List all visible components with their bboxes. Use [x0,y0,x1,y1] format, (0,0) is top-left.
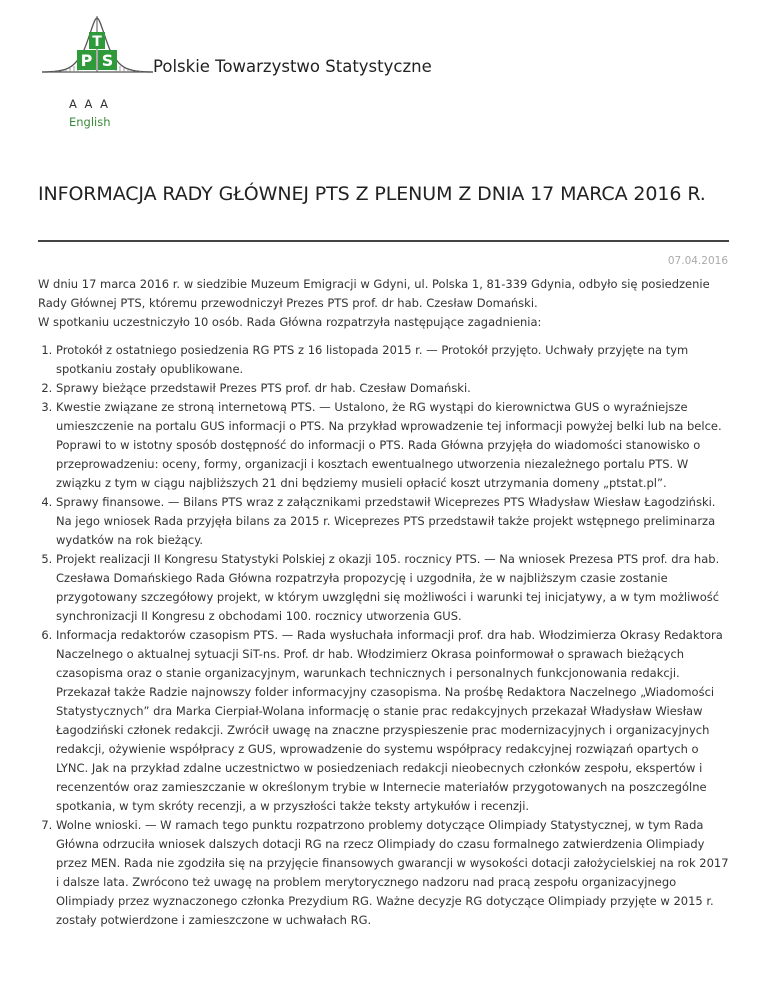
list-item: 5. Projekt realizacji II Kongresu Statystyki Polskiej z okazji 105. rocznicy PTS. — Na wniosek Prezesa PTS prof. dra hab. Czesława Domańskiego Rada Główna rozpatrzyła propozycję i uzgodniła, że w najbliższym czasie zostanie przygotowany szczegółowy projekt, w którym uwzględni się możliwości i warunki tej inicjatywy, a w tym możliwość synchronizacji II Kongresu z obchodami 100. rocznicy utworzenia GUS. [56,550,730,626]
language-english-link[interactable]: English [69,115,111,129]
list-item: 2. Sprawy bieżące przedstawił Prezes PTS prof. dr hab. Czesław Domański. [56,379,730,398]
agenda-list [38,341,730,930]
font-size-small-button[interactable]: A [69,97,78,111]
font-size-large-button[interactable]: A [100,97,109,111]
list-item: 1. Protokół z ostatniego posiedzenia RG PTS z 16 listopada 2015 r. — Protokół przyjęto. Uchwały przyjęte na tym spotkaniu zostały opublikowane. [56,341,730,379]
page-title: INFORMACJA RADY GŁÓWNEJ PTS Z PLENUM Z DNIA 17 MARCA 2016 R. [38,183,706,205]
article-body [38,275,730,930]
pts-logo-icon[interactable] [40,12,155,78]
list-item: 6. Informacja redaktorów czasopism PTS. — Rada wysłuchała informacji prof. dra hab. Włodzimierza Okrasy Redaktora Naczelnego o aktualnej sytuacji SiT-ns. Prof. dr hab. Włodzimierz Okrasa poinformował o sprawach bieżących czasopisma oraz o stanie organizacyjnym, warunkach technicznych i personalnych funkcjonowania redakcji. Przekazał także Radzie najnowszy folder informacyjny czasopisma. Na prośbę Redaktora Naczelnego „Wiadomości Statystycznych” dra Marka Cierpiał-Wolana informację o stanie prac redakcyjnych przekazał Władysław Wiesław Łagodziński członek redakcji. Zwrócił uwagę na znaczne przyspieszenie prac modernizacyjnych i organizacyjnych redakcji, ożywienie współpracy z GUS, wprowadzenie do systemu współpracy redakcyjnej rozwiązań opartych o LYNC. Jak na przykład zdalne uczestnictwo w posiedzeniach redakcji nieobecnych członków zespołu, ekspertów i recenzentów oraz zamieszczanie w określonym trybie w Internecie materiałów przygotowanych na poszczególne spotkania, w tym skróty recenzji, a w przyszłości także teksty artykułów i recenzji. [56,626,730,816]
post-date: 07.04.2016 [667,255,728,267]
list-item: 3. Kwestie związane ze stroną internetową PTS. — Ustalono, że RG wystąpi do kierownictwa GUS o wyraźniejsze umieszczenie na portalu GUS informacji o PTS. Na przykład wprowadzenie tej informacji powyżej belki lub na belce. Poprawi to w istotny sposób dostępność do informacji o PTS. Rada Główna przyjęła do wiadomości stanowisko o przeprowadzeniu: oceny, formy, organizacji i kosztach ewentualnego utworzenia niezależnego portalu PTS. W związku z tym w ciągu najbliższych 21 dni będziemy musieli opłacić koszt utrzymania domeny „ptstat.pl”. [56,398,730,493]
svg-text:P: P [80,51,93,70]
site-header [40,12,640,82]
font-size-medium-button[interactable]: A [84,97,94,111]
font-size-controls [69,97,111,111]
title-divider [38,240,729,242]
svg-text:S: S [101,51,114,70]
svg-text:T: T [92,34,102,50]
list-item: 4. Sprawy finansowe. — Bilans PTS wraz z załącznikami przedstawił Wiceprezes PTS Władysław Wiesław Łagodziński. Na jego wniosek Rada przyjęła bilans za 2015 r. Wiceprezes PTS przedstawił także projekt wstępnego preliminarza wydatków na rok bieżący. [56,493,730,550]
intro-line-1: W dniu 17 marca 2016 r. w siedzibie Muzeum Emigracji w Gdyni, ul. Polska 1, 81-339 Gdynia, odbyło się posiedzenie Rady Głównej PTS, któremu przewodniczył Prezes PTS prof. dr hab. Czesław Domański. [38,277,710,310]
intro-line-2: W spotkaniu uczestniczyło 10 osób. Rada Główna rozpatrzyła następujące zagadnienia: [38,315,542,329]
list-item: 7. Wolne wnioski. — W ramach tego punktu rozpatrzono problemy dotyczące Olimpiady Statystycznej, w tym Rada Główna odrzuciła wniosek dalszych dotacji RG na rzecz Olimpiady do czasu formalnego zatwierdzenia Olimpiady przez MEN. Rada nie zgodziła się na przyjęcie finansowych gwarancji w wysokości dotacji założycielskiej na rok 2017 i dalsze lata. Zwrócono też uwagę na problem merytorycznego nadzoru nad pracą zespołu organizacyjnego Olimpiady przez wyznaczonego członka Prezydium RG. Ważne decyzje RG dotyczące Olimpiady przyjęte w 2015 r. zostały potwierdzone i zamieszczone w uchwałach RG. [56,816,730,930]
article-intro [38,275,730,332]
site-name[interactable]: Polskie Towarzystwo Statystyczne [153,57,432,76]
